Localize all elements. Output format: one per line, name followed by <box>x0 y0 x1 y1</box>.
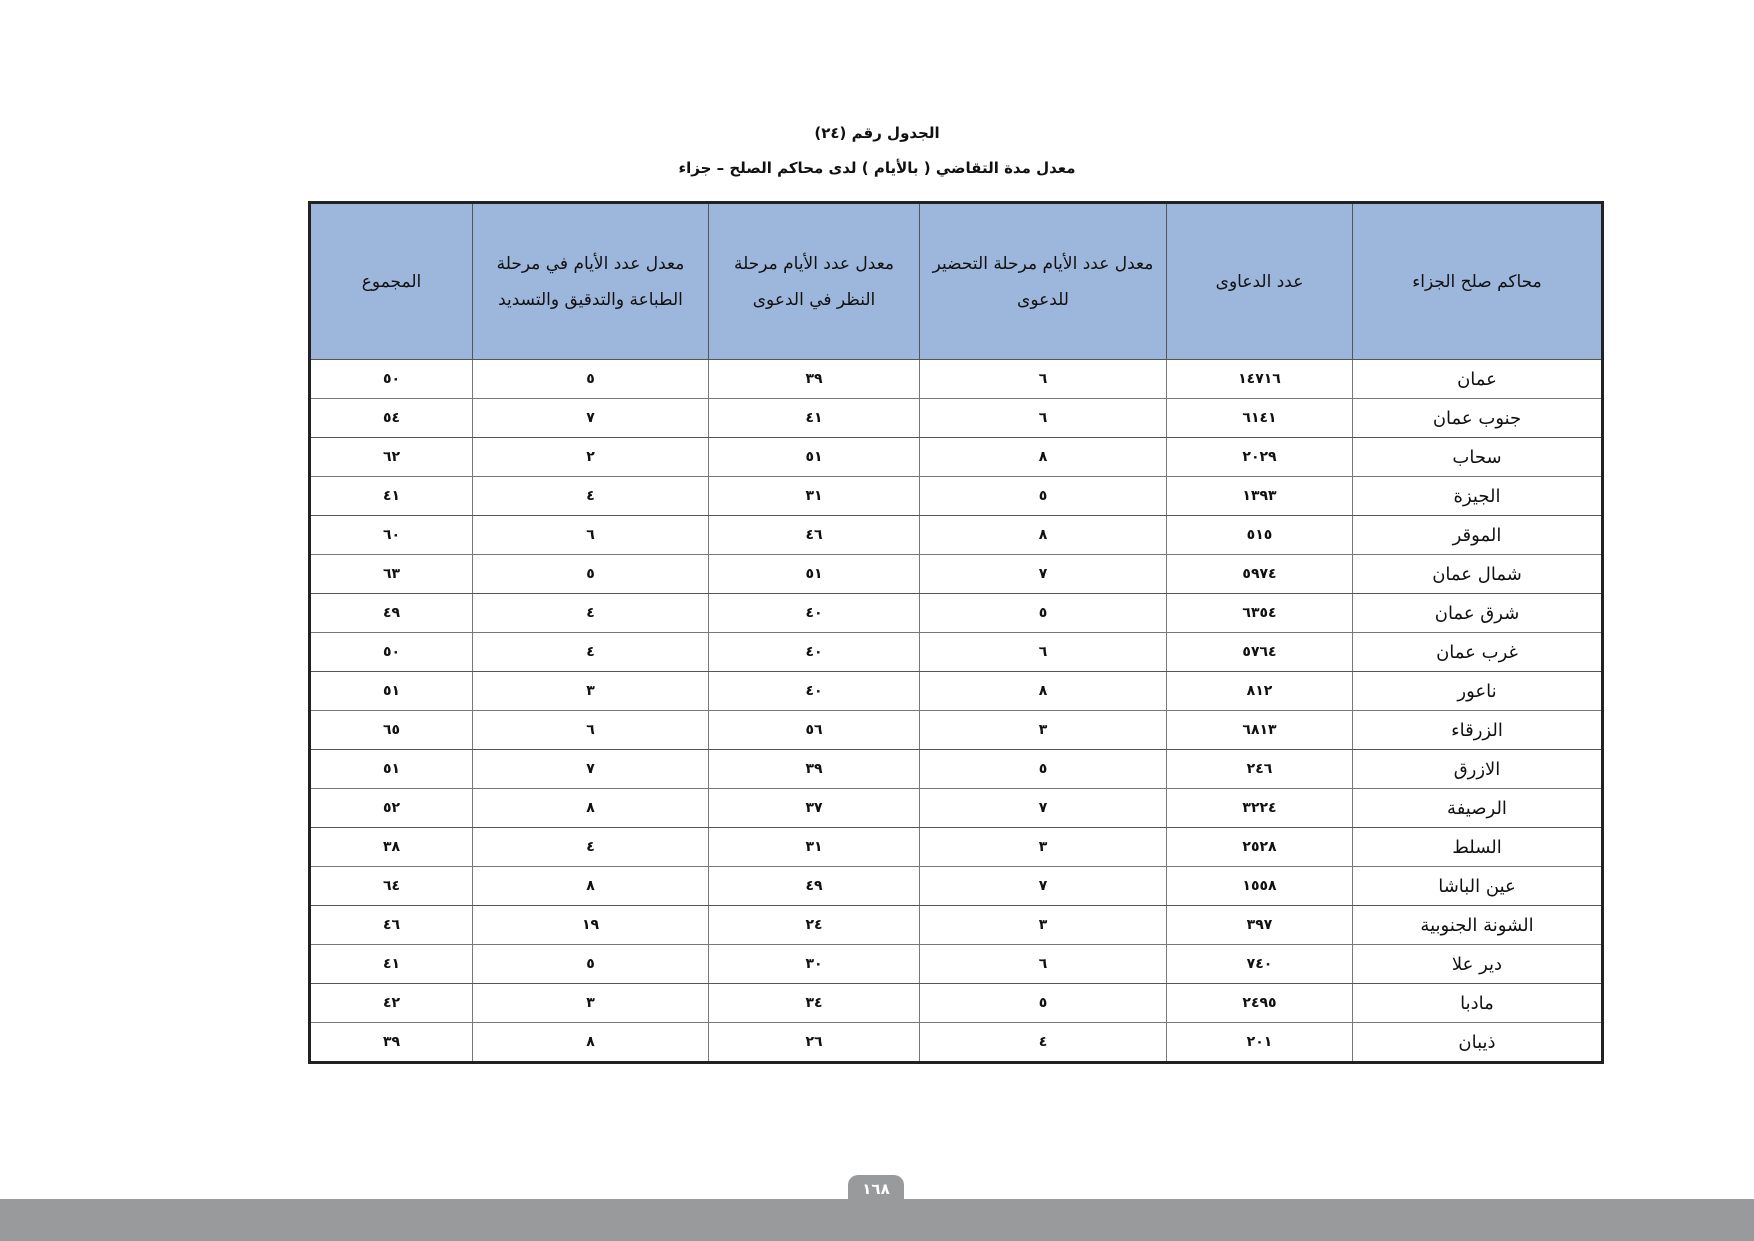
total-days: ٥٢ <box>310 789 473 828</box>
case-count: ٢٤٦ <box>1167 750 1353 789</box>
case-count: ٥٧٦٤ <box>1167 633 1353 672</box>
table-row <box>310 477 1603 516</box>
preparation-days: ٦ <box>920 945 1167 984</box>
review-days: ٣٩ <box>709 360 920 399</box>
printing-days: ٦ <box>473 711 709 750</box>
table-row <box>310 672 1603 711</box>
table-row <box>310 1023 1603 1063</box>
printing-days: ٣ <box>473 672 709 711</box>
preparation-days: ٦ <box>920 360 1167 399</box>
preparation-days: ٦ <box>920 633 1167 672</box>
court-name: ذيبان <box>1353 1023 1603 1063</box>
total-days: ٦٥ <box>310 711 473 750</box>
review-days: ٥١ <box>709 555 920 594</box>
header-printing-days: معدل عدد الأيام في مرحلة الطباعة والتدقيق والتسديد <box>473 203 709 360</box>
review-days: ٤٩ <box>709 867 920 906</box>
court-name: غرب عمان <box>1353 633 1603 672</box>
printing-days: ١٩ <box>473 906 709 945</box>
court-name: الازرق <box>1353 750 1603 789</box>
printing-days: ٤ <box>473 633 709 672</box>
page-number: ١٦٨ <box>848 1175 904 1201</box>
header-court: محاكم صلح الجزاء <box>1353 203 1603 360</box>
case-count: ٢٤٩٥ <box>1167 984 1353 1023</box>
table-row <box>310 516 1603 555</box>
printing-days: ٥ <box>473 360 709 399</box>
printing-days: ٣ <box>473 984 709 1023</box>
review-days: ٣١ <box>709 828 920 867</box>
review-days: ٤٠ <box>709 672 920 711</box>
printing-days: ٦ <box>473 516 709 555</box>
case-count: ٥١٥ <box>1167 516 1353 555</box>
table-row <box>310 906 1603 945</box>
preparation-days: ٨ <box>920 672 1167 711</box>
table-row <box>310 555 1603 594</box>
preparation-days: ٦ <box>920 399 1167 438</box>
total-days: ٣٨ <box>310 828 473 867</box>
printing-days: ٥ <box>473 945 709 984</box>
preparation-days: ٣ <box>920 906 1167 945</box>
preparation-days: ٨ <box>920 516 1167 555</box>
case-count: ٢٥٢٨ <box>1167 828 1353 867</box>
preparation-days: ٧ <box>920 555 1167 594</box>
printing-days: ٨ <box>473 867 709 906</box>
review-days: ٣٤ <box>709 984 920 1023</box>
total-days: ٥١ <box>310 750 473 789</box>
total-days: ٣٩ <box>310 1023 473 1063</box>
case-count: ٢٠٢٩ <box>1167 438 1353 477</box>
table-row <box>310 438 1603 477</box>
table-row <box>310 633 1603 672</box>
total-days: ٥١ <box>310 672 473 711</box>
preparation-days: ٥ <box>920 984 1167 1023</box>
case-count: ٦٨١٣ <box>1167 711 1353 750</box>
court-name: سحاب <box>1353 438 1603 477</box>
case-count: ٦١٤١ <box>1167 399 1353 438</box>
court-name: عين الباشا <box>1353 867 1603 906</box>
case-count: ٥٩٧٤ <box>1167 555 1353 594</box>
review-days: ٤٠ <box>709 633 920 672</box>
table-row <box>310 711 1603 750</box>
court-name: شمال عمان <box>1353 555 1603 594</box>
header-review-days: معدل عدد الأيام مرحلة النظر في الدعوى <box>709 203 920 360</box>
review-days: ٣٩ <box>709 750 920 789</box>
court-name: الزرقاء <box>1353 711 1603 750</box>
table-row <box>310 984 1603 1023</box>
table-row <box>310 867 1603 906</box>
total-days: ٦٠ <box>310 516 473 555</box>
case-count: ٢٠١ <box>1167 1023 1353 1063</box>
total-days: ٦٢ <box>310 438 473 477</box>
preparation-days: ٤ <box>920 1023 1167 1063</box>
court-name: الرصيفة <box>1353 789 1603 828</box>
review-days: ٢٦ <box>709 1023 920 1063</box>
header-row <box>310 203 1603 360</box>
preparation-days: ٧ <box>920 867 1167 906</box>
case-count: ٧٤٠ <box>1167 945 1353 984</box>
case-count: ٣٩٧ <box>1167 906 1353 945</box>
printing-days: ٨ <box>473 1023 709 1063</box>
preparation-days: ٥ <box>920 750 1167 789</box>
review-days: ٤٦ <box>709 516 920 555</box>
preparation-days: ٥ <box>920 477 1167 516</box>
total-days: ٦٤ <box>310 867 473 906</box>
case-count: ١٤٧١٦ <box>1167 360 1353 399</box>
preparation-days: ٧ <box>920 789 1167 828</box>
court-name: الجيزة <box>1353 477 1603 516</box>
total-days: ٥٠ <box>310 360 473 399</box>
review-days: ٤١ <box>709 399 920 438</box>
table-subtitle: معدل مدة التقاضي ( بالأيام ) لدى محاكم الصلح – جزاء <box>678 159 1076 177</box>
table-row <box>310 750 1603 789</box>
court-name: ناعور <box>1353 672 1603 711</box>
court-name: جنوب عمان <box>1353 399 1603 438</box>
total-days: ٦٣ <box>310 555 473 594</box>
court-name: دير علا <box>1353 945 1603 984</box>
total-days: ٥٠ <box>310 633 473 672</box>
court-name: الموقر <box>1353 516 1603 555</box>
printing-days: ٤ <box>473 828 709 867</box>
printing-days: ٧ <box>473 399 709 438</box>
case-count: ١٣٩٣ <box>1167 477 1353 516</box>
review-days: ٣١ <box>709 477 920 516</box>
table-row <box>310 594 1603 633</box>
printing-days: ٧ <box>473 750 709 789</box>
preparation-days: ٣ <box>920 711 1167 750</box>
printing-days: ٤ <box>473 594 709 633</box>
total-days: ٤٢ <box>310 984 473 1023</box>
printing-days: ٤ <box>473 477 709 516</box>
preparation-days: ٥ <box>920 594 1167 633</box>
total-days: ٥٤ <box>310 399 473 438</box>
court-name: شرق عمان <box>1353 594 1603 633</box>
total-days: ٤٦ <box>310 906 473 945</box>
case-count: ١٥٥٨ <box>1167 867 1353 906</box>
header-case-count: عدد الدعاوى <box>1167 203 1353 360</box>
case-count: ٦٣٥٤ <box>1167 594 1353 633</box>
printing-days: ٥ <box>473 555 709 594</box>
court-name: مادبا <box>1353 984 1603 1023</box>
preparation-days: ٨ <box>920 438 1167 477</box>
court-name: عمان <box>1353 360 1603 399</box>
court-name: السلط <box>1353 828 1603 867</box>
table-row <box>310 360 1603 399</box>
review-days: ٥٦ <box>709 711 920 750</box>
review-days: ٣٠ <box>709 945 920 984</box>
court-name: الشونة الجنوبية <box>1353 906 1603 945</box>
table-row <box>310 399 1603 438</box>
footer-bar <box>0 1199 1754 1241</box>
preparation-days: ٣ <box>920 828 1167 867</box>
review-days: ٢٤ <box>709 906 920 945</box>
table-row <box>310 945 1603 984</box>
table-row <box>310 789 1603 828</box>
case-count: ٨١٢ <box>1167 672 1353 711</box>
header-preparation-days: معدل عدد الأيام مرحلة التحضير للدعوى <box>920 203 1167 360</box>
printing-days: ٨ <box>473 789 709 828</box>
header-total: المجموع <box>310 203 473 360</box>
total-days: ٤١ <box>310 945 473 984</box>
printing-days: ٢ <box>473 438 709 477</box>
review-days: ٥١ <box>709 438 920 477</box>
table-row <box>310 828 1603 867</box>
review-days: ٤٠ <box>709 594 920 633</box>
table-number-title: الجدول رقم (٢٤) <box>814 124 940 142</box>
case-count: ٣٢٢٤ <box>1167 789 1353 828</box>
total-days: ٤١ <box>310 477 473 516</box>
review-days: ٣٧ <box>709 789 920 828</box>
total-days: ٤٩ <box>310 594 473 633</box>
litigation-duration-table <box>308 201 1604 1064</box>
